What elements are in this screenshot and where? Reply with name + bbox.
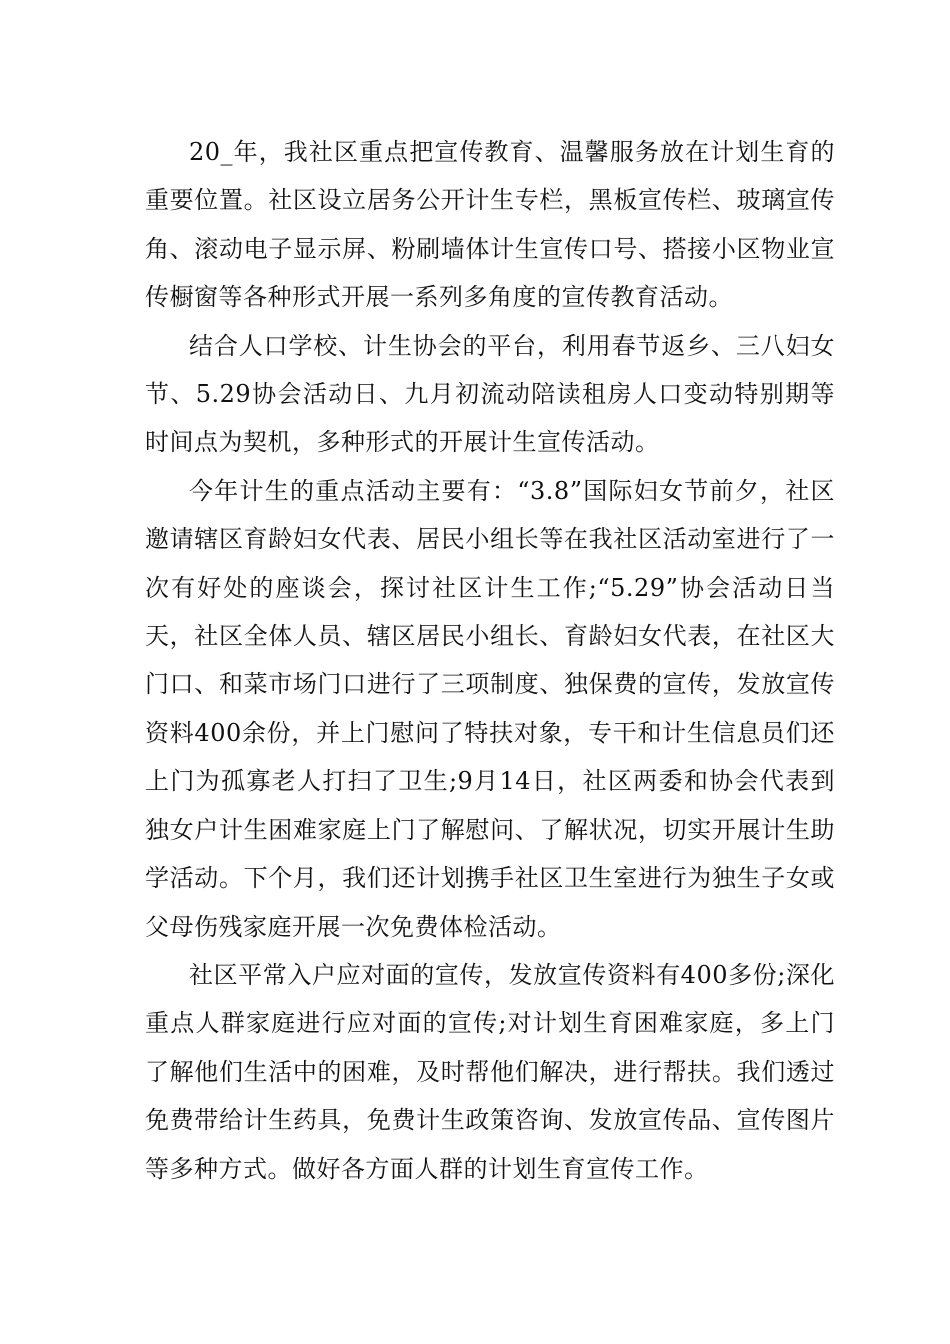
paragraph-4: 社区平常入户应对面的宣传，发放宣传资料有400多份;深化重点人群家庭进行应对面的宣传;对计划生育困难家庭，多上门了解他们生活中的困难，及时帮他们解决，进行帮扶。我们透过免费带给计生药具，免费计生政策咨询、发放宣传品、宣传图片等多种方式。做好各方面人群的计划生育宣传工作。 [145, 960, 835, 1183]
paragraph-3: 今年计生的重点活动主要有：“3.8”国际妇女节前夕，社区邀请辖区育龄妇女代表、居民小组长等在我社区活动室进行了一次有好处的座谈会，探讨社区计生工作;“5.29”协会活动日当天，社区全体人员、辖区居民小组长、育龄妇女代表，在社区大门口、和菜市场门口进行了三项制度、独保费的宣传，发放宣传资料400余份，并上门慰问了特扶对象，专干和计生信息员们还上门为孤寡老人打扫了卫生;9月14日，社区两委和协会代表到独女户计生困难家庭上门了解慰问、了解状况，切实开展计生助学活动。下个月，我们还计划携手社区卫生室进行为独生子女或父母伤残家庭开展一次免费体检活动。 [145, 476, 835, 941]
paragraph-2: 结合人口学校、计生协会的平台，利用春节返乡、三八妇女节、5.29协会活动日、九月初流动陪读租房人口变动特别期等时间点为契机，多种形式的开展计生宣传活动。 [145, 331, 835, 457]
paragraph-1: 20_年，我社区重点把宣传教育、温馨服务放在计划生育的重要位置。社区设立居务公开计生专栏，黑板宣传栏、玻璃宣传角、滚动电子显示屏、粉刷墙体计生宣传口号、搭接小区物业宣传橱窗等各种形式开展一系列多角度的宣传教育活动。 [145, 138, 835, 312]
document-body [145, 128, 835, 1193]
